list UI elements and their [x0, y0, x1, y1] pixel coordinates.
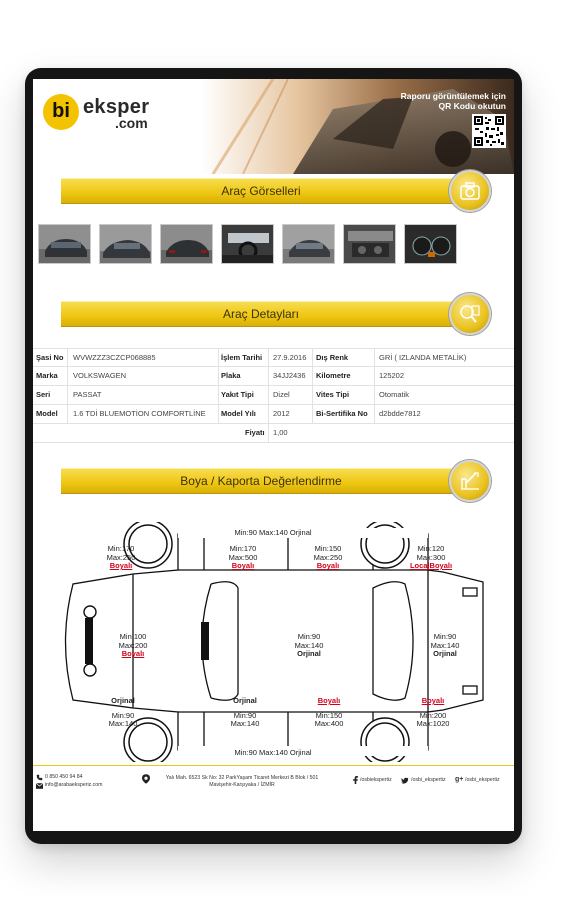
roof-bottom-reading — [203, 749, 343, 758]
column-divider — [312, 349, 313, 368]
twitter-link[interactable]: /osbi_ekspertiz — [411, 777, 446, 783]
detail-label: İşlem Tarihi — [221, 353, 263, 362]
column-divider — [218, 349, 219, 368]
detail-label: Yakıt Tipi — [221, 390, 254, 399]
panel-hood — [419, 633, 471, 659]
vehicle-photo[interactable] — [160, 224, 213, 264]
panel-status: Orjinal — [111, 696, 135, 705]
windshield-mark — [201, 622, 209, 660]
panel-min: Min:150 — [315, 710, 343, 720]
detail-label: Vites Tipi — [316, 390, 350, 399]
panel-status: Orjinal — [297, 649, 321, 658]
panel-status: Boyalı — [121, 649, 145, 658]
column-divider — [312, 367, 313, 386]
panel-status: LocalBoyalı — [409, 561, 453, 570]
panel-max: Max:140 — [108, 719, 138, 728]
detail-label: Model — [36, 409, 58, 418]
panel-front-right-door — [299, 697, 359, 729]
car-front-photo — [39, 225, 91, 264]
panel-max: Max:140 — [430, 640, 460, 650]
panel-rear-left-fender — [95, 545, 147, 571]
panel-rear-right-door — [215, 697, 275, 729]
camera-icon — [459, 180, 481, 202]
detail-value: 1.6 TDİ BLUEMOTİON COMFORTLİNE — [73, 409, 206, 418]
panel-trunk — [107, 633, 159, 659]
panel-max: Max:400 — [314, 719, 344, 728]
address-line-2: Mavişehir-Karşıyaka / İZMİR — [209, 782, 275, 788]
panel-front-left-door — [298, 545, 358, 571]
column-divider — [312, 386, 313, 405]
column-divider — [67, 405, 68, 424]
panel-front-left-fender — [405, 545, 457, 571]
panel-min: Min:90 — [111, 710, 135, 720]
column-divider — [312, 405, 313, 424]
column-divider — [218, 405, 219, 424]
detail-value: 2012 — [273, 409, 290, 418]
panel-max: Max:300 — [416, 552, 446, 562]
car-rear-photo — [161, 225, 213, 264]
panel-status: Boyalı — [109, 561, 133, 570]
paint-badge — [449, 460, 491, 502]
panel-max: Max:140 — [230, 719, 260, 728]
roof-bottom-value: Min:90 Max:140 Orjinal — [234, 748, 312, 757]
column-divider — [374, 405, 375, 424]
roof-top-value: Min:90 Max:140 Orjinal — [234, 528, 312, 537]
qr-line-1: Raporu görüntülemek için — [400, 91, 506, 101]
email-address[interactable]: info@arabaeksperiz.com — [45, 782, 103, 788]
vehicle-photo[interactable] — [343, 224, 396, 264]
vehicle-photo[interactable] — [38, 224, 91, 264]
column-divider — [374, 349, 375, 368]
panel-front-right-fender — [407, 697, 459, 729]
panel-status: Orjinal — [433, 649, 457, 658]
panel-status: Boyalı — [421, 696, 445, 705]
column-divider — [268, 424, 269, 443]
detail-label: Dış Renk — [316, 353, 349, 362]
engine-bay-photo — [344, 225, 396, 264]
logo-badge-text: bi — [52, 100, 70, 122]
google-plus-link[interactable]: /osbi_ekspertiz — [465, 777, 500, 783]
column-divider — [374, 386, 375, 405]
phone-icon — [36, 774, 43, 781]
column-divider — [268, 405, 269, 424]
magnifier-document-icon — [459, 303, 481, 325]
google-plus-icon: g+ — [455, 776, 464, 783]
column-divider — [374, 367, 375, 386]
report-footer — [33, 765, 514, 805]
price-label: Fiyatı — [245, 428, 265, 437]
panel-min: Min:90 — [233, 710, 257, 720]
panel-roof — [275, 633, 343, 659]
vehicle-photo-gallery — [38, 224, 508, 264]
vehicle-photo[interactable] — [404, 224, 457, 264]
detail-value: 34JJ2436 — [273, 371, 306, 380]
panel-max: Max:250 — [313, 552, 343, 562]
panel-min: Min:150 — [314, 544, 342, 553]
inspection-badge — [449, 293, 491, 335]
detail-value: Otomatik — [379, 390, 410, 399]
facebook-icon — [353, 776, 358, 784]
price-row — [33, 424, 514, 443]
panel-min: Min:90 — [433, 632, 457, 641]
detail-value: 125202 — [379, 371, 405, 380]
panel-status: Orjinal — [233, 696, 257, 705]
qr-instructions — [346, 91, 506, 111]
column-divider — [218, 386, 219, 405]
detail-value: GRİ ( IZLANDA METALİK) — [379, 353, 467, 362]
report-page[interactable] — [33, 79, 514, 831]
section-title: Araç Detayları — [222, 307, 300, 321]
section-paint-body — [61, 464, 491, 498]
address-line-1: Yalı Mah. 6523 Sk No: 32 ParkYaşam Ticaret Merkezi B Blok / 501 — [165, 775, 319, 781]
detail-label: Marka — [36, 371, 58, 380]
car-front-left-photo — [283, 225, 335, 264]
twitter-icon — [401, 777, 409, 784]
table-row — [33, 367, 514, 386]
detail-label: Şasi No — [36, 353, 64, 362]
vehicle-photo[interactable] — [221, 224, 274, 264]
detail-value: WVWZZZ3CZCP068885 — [73, 353, 156, 362]
qr-line-2: QR Kodu okutun — [438, 101, 506, 111]
car-body-diagram — [33, 522, 514, 762]
car-side-photo — [100, 225, 152, 264]
email-icon — [36, 783, 43, 789]
detail-value: PASSAT — [73, 390, 102, 399]
paint-gun-icon — [459, 470, 481, 492]
qr-code[interactable] — [472, 114, 506, 148]
detail-label: Model Yılı — [221, 409, 256, 418]
logo-name: eksper — [83, 96, 150, 118]
detail-label: Bi-Sertifika No — [316, 409, 368, 418]
vehicle-photo[interactable] — [99, 224, 152, 264]
vehicle-photo[interactable] — [282, 224, 335, 264]
table-row — [33, 386, 514, 405]
detail-label: Seri — [36, 390, 51, 399]
panel-status: Boyalı — [231, 561, 255, 570]
rear-glass-mark — [85, 618, 93, 664]
panel-min: Min:200 — [419, 710, 447, 720]
detail-label: Kilometre — [316, 371, 351, 380]
panel-rear-left-door — [213, 545, 273, 571]
camera-badge — [449, 170, 491, 212]
price-value: 1,00 — [273, 428, 288, 437]
panel-max: Max:500 — [228, 552, 258, 562]
detail-value: d2bdde7812 — [379, 409, 421, 418]
column-divider — [218, 367, 219, 386]
location-pin-icon — [142, 774, 150, 784]
panel-max: Max:250 — [106, 552, 136, 562]
panel-status: Boyalı — [316, 561, 340, 570]
report-header — [33, 79, 514, 174]
table-row — [33, 405, 514, 424]
detail-label: Plaka — [221, 371, 241, 380]
section-title: Boya / Kaporta Değerlendirme — [180, 474, 342, 488]
column-divider — [268, 367, 269, 386]
column-divider — [268, 386, 269, 405]
panel-max: Max:140 — [294, 640, 324, 650]
column-divider — [67, 367, 68, 386]
detail-value: Dizel — [273, 390, 290, 399]
panel-max: Max:200 — [118, 640, 148, 650]
panel-min: Min:170 — [229, 544, 257, 553]
qr-code-icon — [474, 116, 504, 146]
panel-rear-right-fender — [97, 697, 149, 729]
panel-max: Max:1020 — [416, 719, 450, 728]
column-divider — [268, 349, 269, 368]
panel-min: Min:120 — [417, 544, 445, 553]
section-vehicle-images — [61, 174, 491, 208]
phone-number[interactable]: 0 850 450 94 84 — [45, 774, 83, 780]
section-title: Araç Görselleri — [221, 184, 301, 198]
logo-domain: .com — [115, 115, 148, 131]
column-divider — [67, 386, 68, 405]
panel-min: Min:100 — [119, 632, 147, 641]
facebook-link[interactable]: /osbiekspertiz — [360, 777, 392, 783]
dashboard-photo — [405, 225, 457, 264]
detail-value: 27.9.2016 — [273, 353, 307, 362]
table-row — [33, 348, 514, 367]
panel-min: Min:170 — [107, 544, 135, 553]
detail-value: VOLKSWAGEN — [73, 371, 127, 380]
panel-min: Min:90 — [297, 632, 321, 641]
column-divider — [67, 349, 68, 368]
roof-top-reading — [203, 529, 343, 538]
car-interior-photo — [222, 225, 274, 264]
panel-status: Boyalı — [317, 696, 341, 705]
section-vehicle-details — [61, 297, 491, 331]
